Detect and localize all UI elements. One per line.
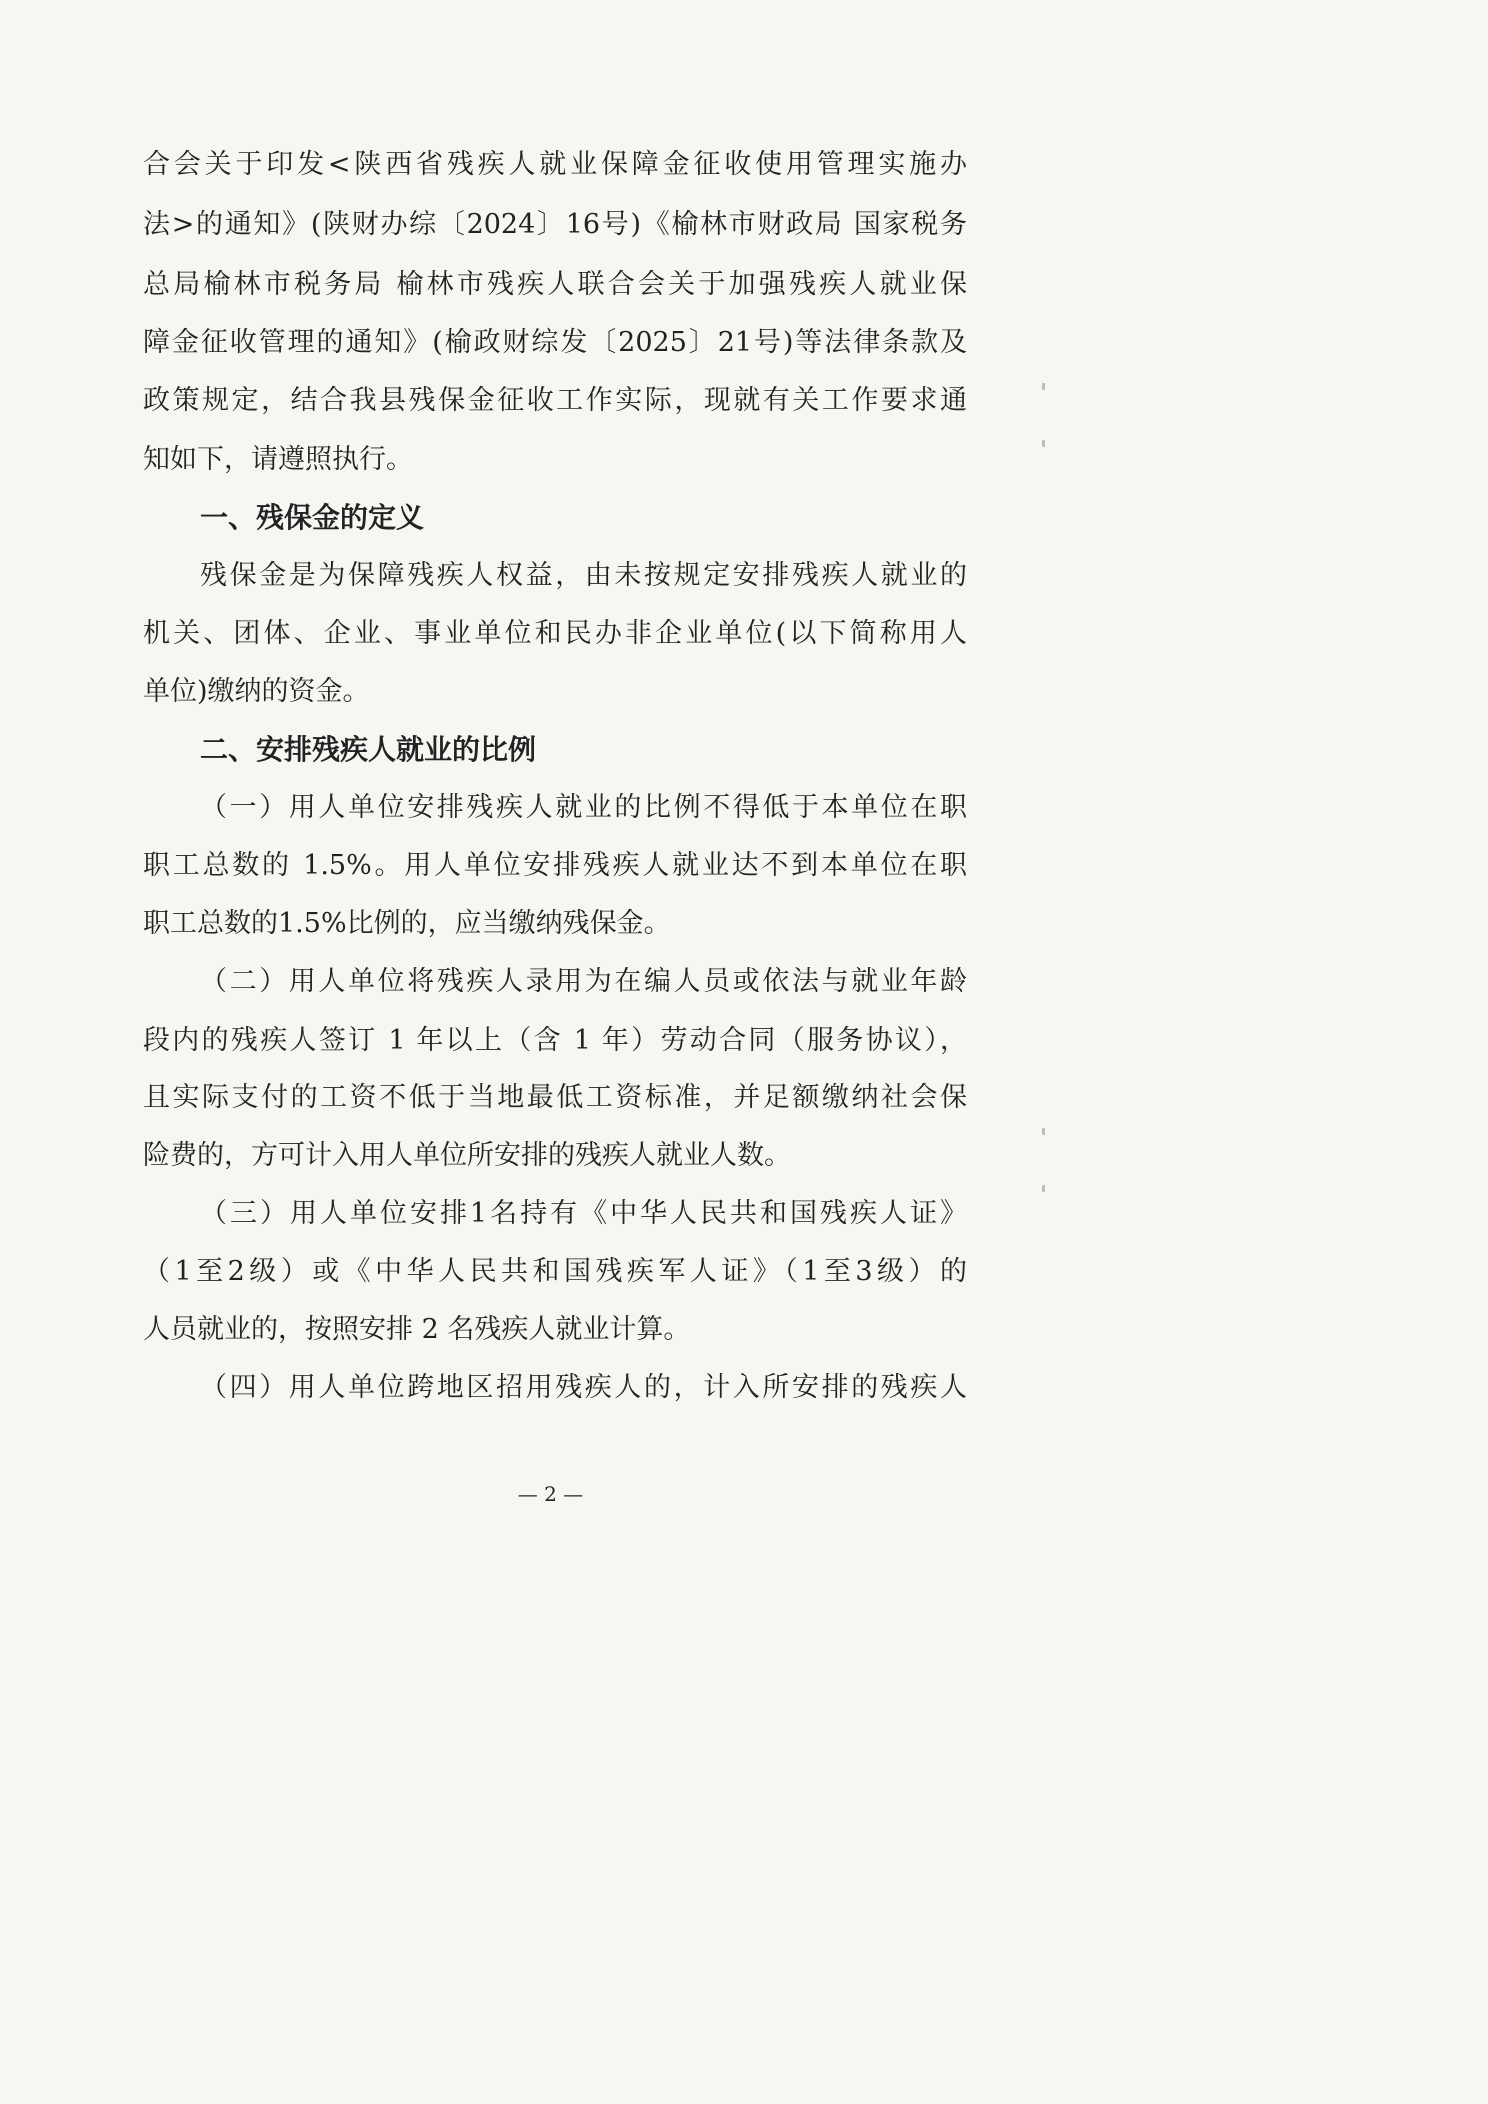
body-text-line: 总局榆林市税务局 榆林市残疾人联合会关于加强残疾人就业保: [143, 269, 967, 300]
scan-speck: [1042, 1128, 1045, 1135]
page-number: — 2 —: [517, 1482, 584, 1506]
body-text-line: 法>的通知》(陕财办综〔2024〕16号)《榆林市财政局 国家税务: [143, 209, 967, 240]
body-text-line: （一）用人单位安排残疾人就业的比例不得低于本单位在职: [200, 792, 967, 823]
body-text-line: 职工总数的1.5%比例的，应当缴纳残保金。: [143, 908, 671, 939]
scan-speck: [1042, 440, 1045, 447]
body-text-line: 单位)缴纳的资金。: [143, 676, 370, 707]
body-text-line: 机关、团体、企业、事业单位和民办非企业单位(以下简称用人: [143, 618, 967, 649]
body-text-line: 合会关于印发<陕西省残疾人就业保障金征收使用管理实施办: [143, 149, 967, 180]
body-text-line: （二）用人单位将残疾人录用为在编人员或依法与就业年龄: [200, 966, 967, 997]
body-text-line: 职工总数的 1.5%。用人单位安排残疾人就业达不到本单位在职: [143, 850, 967, 881]
body-text-line: （1至2级）或《中华人民共和国残疾军人证》（1至3级）的: [143, 1256, 967, 1287]
body-text-line: 人员就业的，按照安排 2 名残疾人就业计算。: [143, 1314, 691, 1345]
section-heading: 二、安排残疾人就业的比例: [200, 733, 537, 766]
body-text-line: 知如下，请遵照执行。: [143, 444, 413, 475]
scan-speck: [1042, 1185, 1045, 1192]
body-text-line: 段内的残疾人签订 1 年以上（含 1 年）劳动合同（服务协议），: [143, 1025, 967, 1056]
body-text-line: 残保金是为保障残疾人权益，由未按规定安排残疾人就业的: [200, 560, 967, 591]
body-text-line: 政策规定，结合我县残保金征收工作实际，现就有关工作要求通: [143, 385, 967, 416]
body-text-line: 障金征收管理的通知》(榆政财综发〔2025〕21号)等法律条款及: [143, 327, 967, 358]
section-heading: 一、残保金的定义: [200, 501, 425, 534]
body-text-line: 且实际支付的工资不低于当地最低工资标准，并足额缴纳社会保: [143, 1082, 967, 1113]
body-text-line: 险费的，方可计入用人单位所安排的残疾人就业人数。: [143, 1140, 791, 1171]
body-text-line: （三）用人单位安排1名持有《中华人民共和国残疾人证》: [200, 1198, 967, 1229]
scan-speck: [1042, 383, 1045, 390]
body-text-line: （四）用人单位跨地区招用残疾人的，计入所安排的残疾人: [200, 1372, 967, 1403]
